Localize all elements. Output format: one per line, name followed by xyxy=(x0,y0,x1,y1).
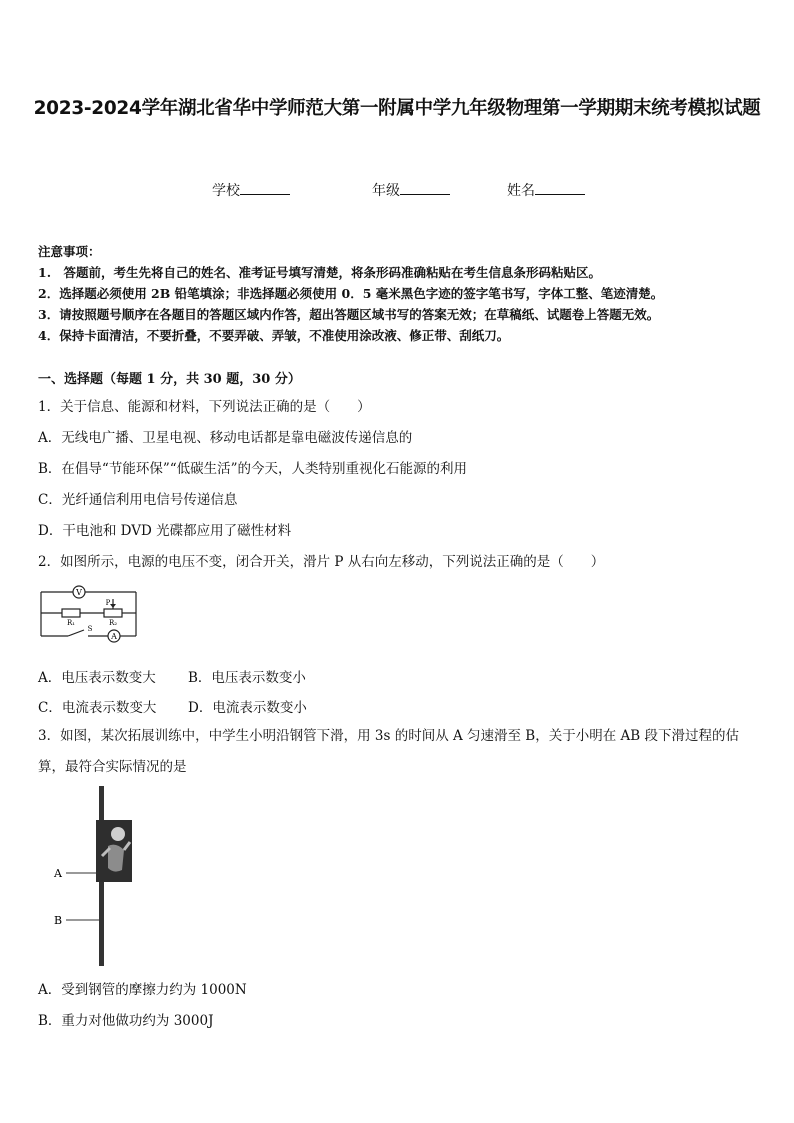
q2-option-a: A．电压表示数变大 xyxy=(38,670,156,686)
ammeter-label: A xyxy=(111,632,117,641)
q2-option-c: C．电流表示数变大 xyxy=(38,700,157,716)
section-heading: 一、选择题（每题 1 分，共 30 题，30 分） xyxy=(38,372,301,387)
slider-label: P xyxy=(105,599,111,607)
q2-options-row2 xyxy=(38,696,307,716)
q1-option-b: B．在倡导“节能环保”“低碳生活”的今天，人类特别重视化石能源的利用 xyxy=(38,461,468,477)
voltmeter-label: V xyxy=(76,588,82,597)
school-field[interactable] xyxy=(212,180,290,200)
q3-option-a: A．受到钢管的摩擦力约为 1000N xyxy=(38,982,247,998)
point-a-label: A xyxy=(54,867,62,880)
r1-label: R₁ xyxy=(66,619,76,627)
name-label: 姓名 xyxy=(507,183,535,199)
notice-item: 1. 答题前，考生先将自己的姓名、准考证号填写清楚，将条形码准确粘贴在考生信息条形码粘贴区。 xyxy=(38,265,602,280)
q1-option-c: C．光纤通信利用电信号传递信息 xyxy=(38,492,238,508)
notice-item: 2．选择题必须使用 2B 铅笔填涂；非选择题必须使用 0．5 毫米黑色字迹的签字笔书写，字体工整、笔迹清楚。 xyxy=(38,286,664,301)
switch-lever xyxy=(68,630,84,636)
notice-heading: 注意事项： xyxy=(38,244,101,259)
r2-rheostat xyxy=(104,609,122,617)
r1-resistor xyxy=(62,609,80,617)
q2-option-b: B．电压表示数变小 xyxy=(188,670,306,686)
page-title: 2023-2024学年湖北省华中学师范大第一附属中学九年级物理第一学期期末统考模拟试题 xyxy=(33,98,761,119)
q1-option-d: D．干电池和 DVD 光碟都应用了磁性材料 xyxy=(38,523,292,539)
circuit-diagram xyxy=(38,584,142,644)
q3-option-b: B．重力对他做功约为 3000J xyxy=(38,1013,214,1029)
grade-label: 年级 xyxy=(372,183,400,199)
q1-option-a: A．无线电广播、卫星电视、移动电话都是靠电磁波传递信息的 xyxy=(38,430,413,446)
slider-arrow-icon xyxy=(110,604,116,608)
notice-item: 4．保持卡面清洁，不要折叠，不要弄破、弄皱，不准使用涂改液、修正带、刮纸刀。 xyxy=(38,328,510,343)
q2-stem: 2．如图所示，电源的电压不变，闭合开关，滑片 P 从右向左移动，下列说法正确的是（ ） xyxy=(38,554,605,570)
q2-options-row1 xyxy=(38,666,306,686)
name-field[interactable] xyxy=(507,180,585,200)
school-label: 学校 xyxy=(212,183,240,199)
q2-option-d: D．电流表示数变小 xyxy=(188,700,307,716)
grade-field[interactable] xyxy=(372,180,450,200)
q3-stem: 3．如图，某次拓展训练中，中学生小明沿钢管下滑，用 3s 的时间从 A 匀速滑至 B，关于小明在 AB 段下滑过程的估算，最符合实际情况的是 xyxy=(38,728,739,775)
q1-stem: 1．关于信息、能源和材料，下列说法正确的是（ ） xyxy=(38,399,371,415)
r2-label: R₂ xyxy=(108,619,118,627)
pole-diagram xyxy=(50,786,140,966)
point-b-label: B xyxy=(54,914,63,927)
notice-block xyxy=(38,242,768,346)
switch-label: S xyxy=(87,625,93,633)
notice-item: 3．请按照题号顺序在各题目的答题区域内作答，超出答题区域书写的答案无效；在草稿纸、试题卷上答题无效。 xyxy=(38,307,660,322)
